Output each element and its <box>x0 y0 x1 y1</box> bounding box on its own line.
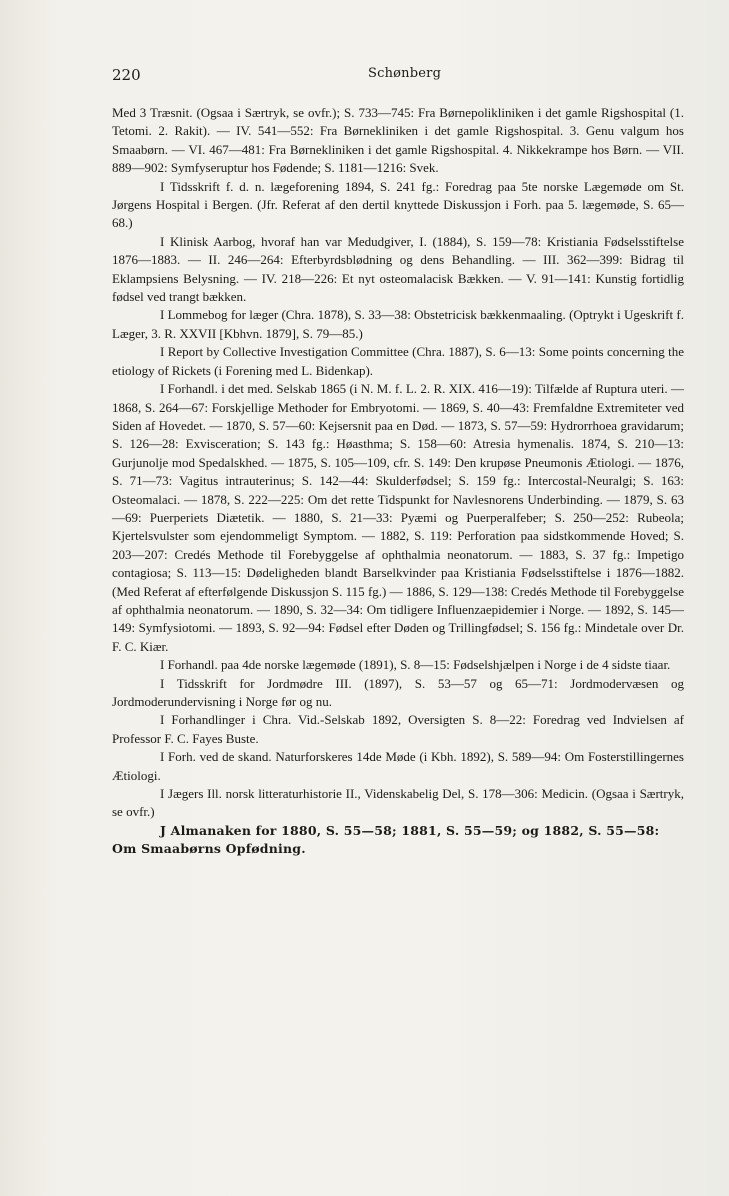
paragraph-8: I Tidsskrift for Jordmødre III. (1897), S. 53—57 og 65—71: Jordmodervæsen og Jordmoderundervisning i Norge før og nu. <box>112 675 684 709</box>
paragraph-10: I Forh. ved de skand. Naturforskeres 14de Møde (i Kbh. 1892), S. 589—94: Om Fosterstillingernes Ætiologi. <box>112 749 684 783</box>
body-text <box>112 104 684 859</box>
running-title: Schønberg <box>368 66 442 81</box>
paragraph-9: I Forhandlinger i Chra. Vid.-Selskab 1892, Oversigten S. 8—22: Foredrag ved Indvielsen af Professor F. C. Fayes Buste. <box>112 712 684 746</box>
page-header <box>112 66 669 88</box>
page-number: 220 <box>112 66 141 84</box>
paragraph-5: I Report by Collective Investigation Committee (Chra. 1887), S. 6—13: Some points concerning the etiology of Rickets (i Forening med L. Bidenkap). <box>112 344 684 378</box>
paragraph-11: I Jægers Ill. norsk litteraturhistorie II., Videnskabelig Del, S. 178—306: Medicin. (Ogsaa i Særtryk, se ovfr.) <box>112 786 684 820</box>
paragraph-3: I Klinisk Aarbog, hvoraf han var Medudgiver, I. (1884), S. 159—78: Kristiania Fødselsstiftelse 1876—1883. — II. 246—264: Efterbyrdsblødning og dens Behandling. — III. 362—399: Bidrag til Eklampsiens Belysning. — IV. 218—226: Et nyt osteomalacisk Bækken. — V. 91—141: Kunstig fortidlig fødsel ved trangt bækken. <box>112 233 684 305</box>
fraktur-line-1: J Almanaken for 1880, S. 55—58; 1881, S. 55—59; og 1882, S. 55—58: <box>160 822 660 838</box>
paragraph-6: I Forhandl. i det med. Selskab 1865 (i N. M. f. L. 2. R. XIX. 416—19): Tilfælde af Ruptura uteri. — 1868, S. 264—67: Forskjellige Methoder for Embryotomi. — 1869, S. 40—43: Fremfaldne Extremiteter ved Siden af Hovedet. — 1870, S. 57—60: Kejsersnit paa en Død. — 1873, S. 57—59: Hydrorrhoea gravidarum; S. 126—28: Exvisceration; S. 143 fg.: Høasthma; S. 158—60: Atresia hymenalis. 1874, S. 210—13: Gurjunolje mod Spedalskhed. — 1875, S. 105—109, cfr. S. 149: Den krupøse Pneumonis Ætiologi. — 1876, S. 71—73: Vagitus intrauterinus; S. 142—44: Skulderfødsel; S. 159 fg.: Intercostal-Neuralgi; S. 163: Osteomalaci. — 1878, S. 222—225: Om det rette Tidspunkt for Navlesnorens Underbinding. — 1879, S. 63—69: Puerperiets Diætetik. — 1880, S. 21—33: Pyæmi og Puerperalfeber; S. 250—252: Rubeola; Kjertelsvulster som ejendommeligt Symptom. — 1882, S. 119: Perforation paa sidstkommende Hoved; S. 203—207: Credés Methode til Forebyggelse af ophthalmia neonatorum. — 1883, S. 37 fg.: Impetigo contagiosa; S. 113—15: Dødeligheden blandt Barselkvinder paa Kristiania Fødselsstiftelse i 1876—1882. (Med Referat af efterfølgende Diskussjon S. 115 fg.) — 1886, S. 129—138: Credés Methode til Forebyggelse af ophthalmia neonatorum. — 1890, S. 32—34: Om tidligere Influenzaepidemier i Norge. — 1892, S. 145—149: Symfysiotomi. — 1893, S. 92—94: Fødsel efter Døden og Trillingfødsel; S. 156 fg.: Mindetale over Dr. F. C. Kiær. <box>112 381 684 654</box>
paragraph-7: I Forhandl. paa 4de norske lægemøde (1891), S. 8—15: Fødselshjælpen i Norge i de 4 sidste tiaar. <box>160 657 671 673</box>
paragraph-2: I Tidsskrift f. d. n. lægeforening 1894, S. 241 fg.: Foredrag paa 5te norske Lægemøde om St. Jørgens Hospital i Bergen. (Jfr. Referat af den dertil knyttede Diskussjon i Forh. paa 5. lægemøde, S. 65—68.) <box>112 178 684 231</box>
paragraph-4: I Lommebog for læger (Chra. 1878), S. 33—38: Obstetricisk bækkenmaaling. (Optrykt i Ugeskrift f. Læger, 3. R. XXVII [Kbhvn. 1879], S. 79—85.) <box>112 307 684 341</box>
paragraph-1: Med 3 Træsnit. (Ogsaa i Særtryk, se ovfr.); S. 733—745: Fra Børnepolikliniken i det gamle Rigshospital (1. Tetomi. 2. Rakit). — IV. 541—552: Fra Børnekliniken i det gamle Rigshospital. 3. Genu valgum hos Smaabørn. — VI. 467—481: Fra Børnekliniken i det gamle Rigshospital. 4. Nikkekrampe hos Børn. — VII. 889—902: Symfyseruptur hos Fødende; S. 1181—1216: Svek. <box>112 105 684 176</box>
fraktur-line-2: Om Smaabørns Opfødning. <box>112 841 306 857</box>
